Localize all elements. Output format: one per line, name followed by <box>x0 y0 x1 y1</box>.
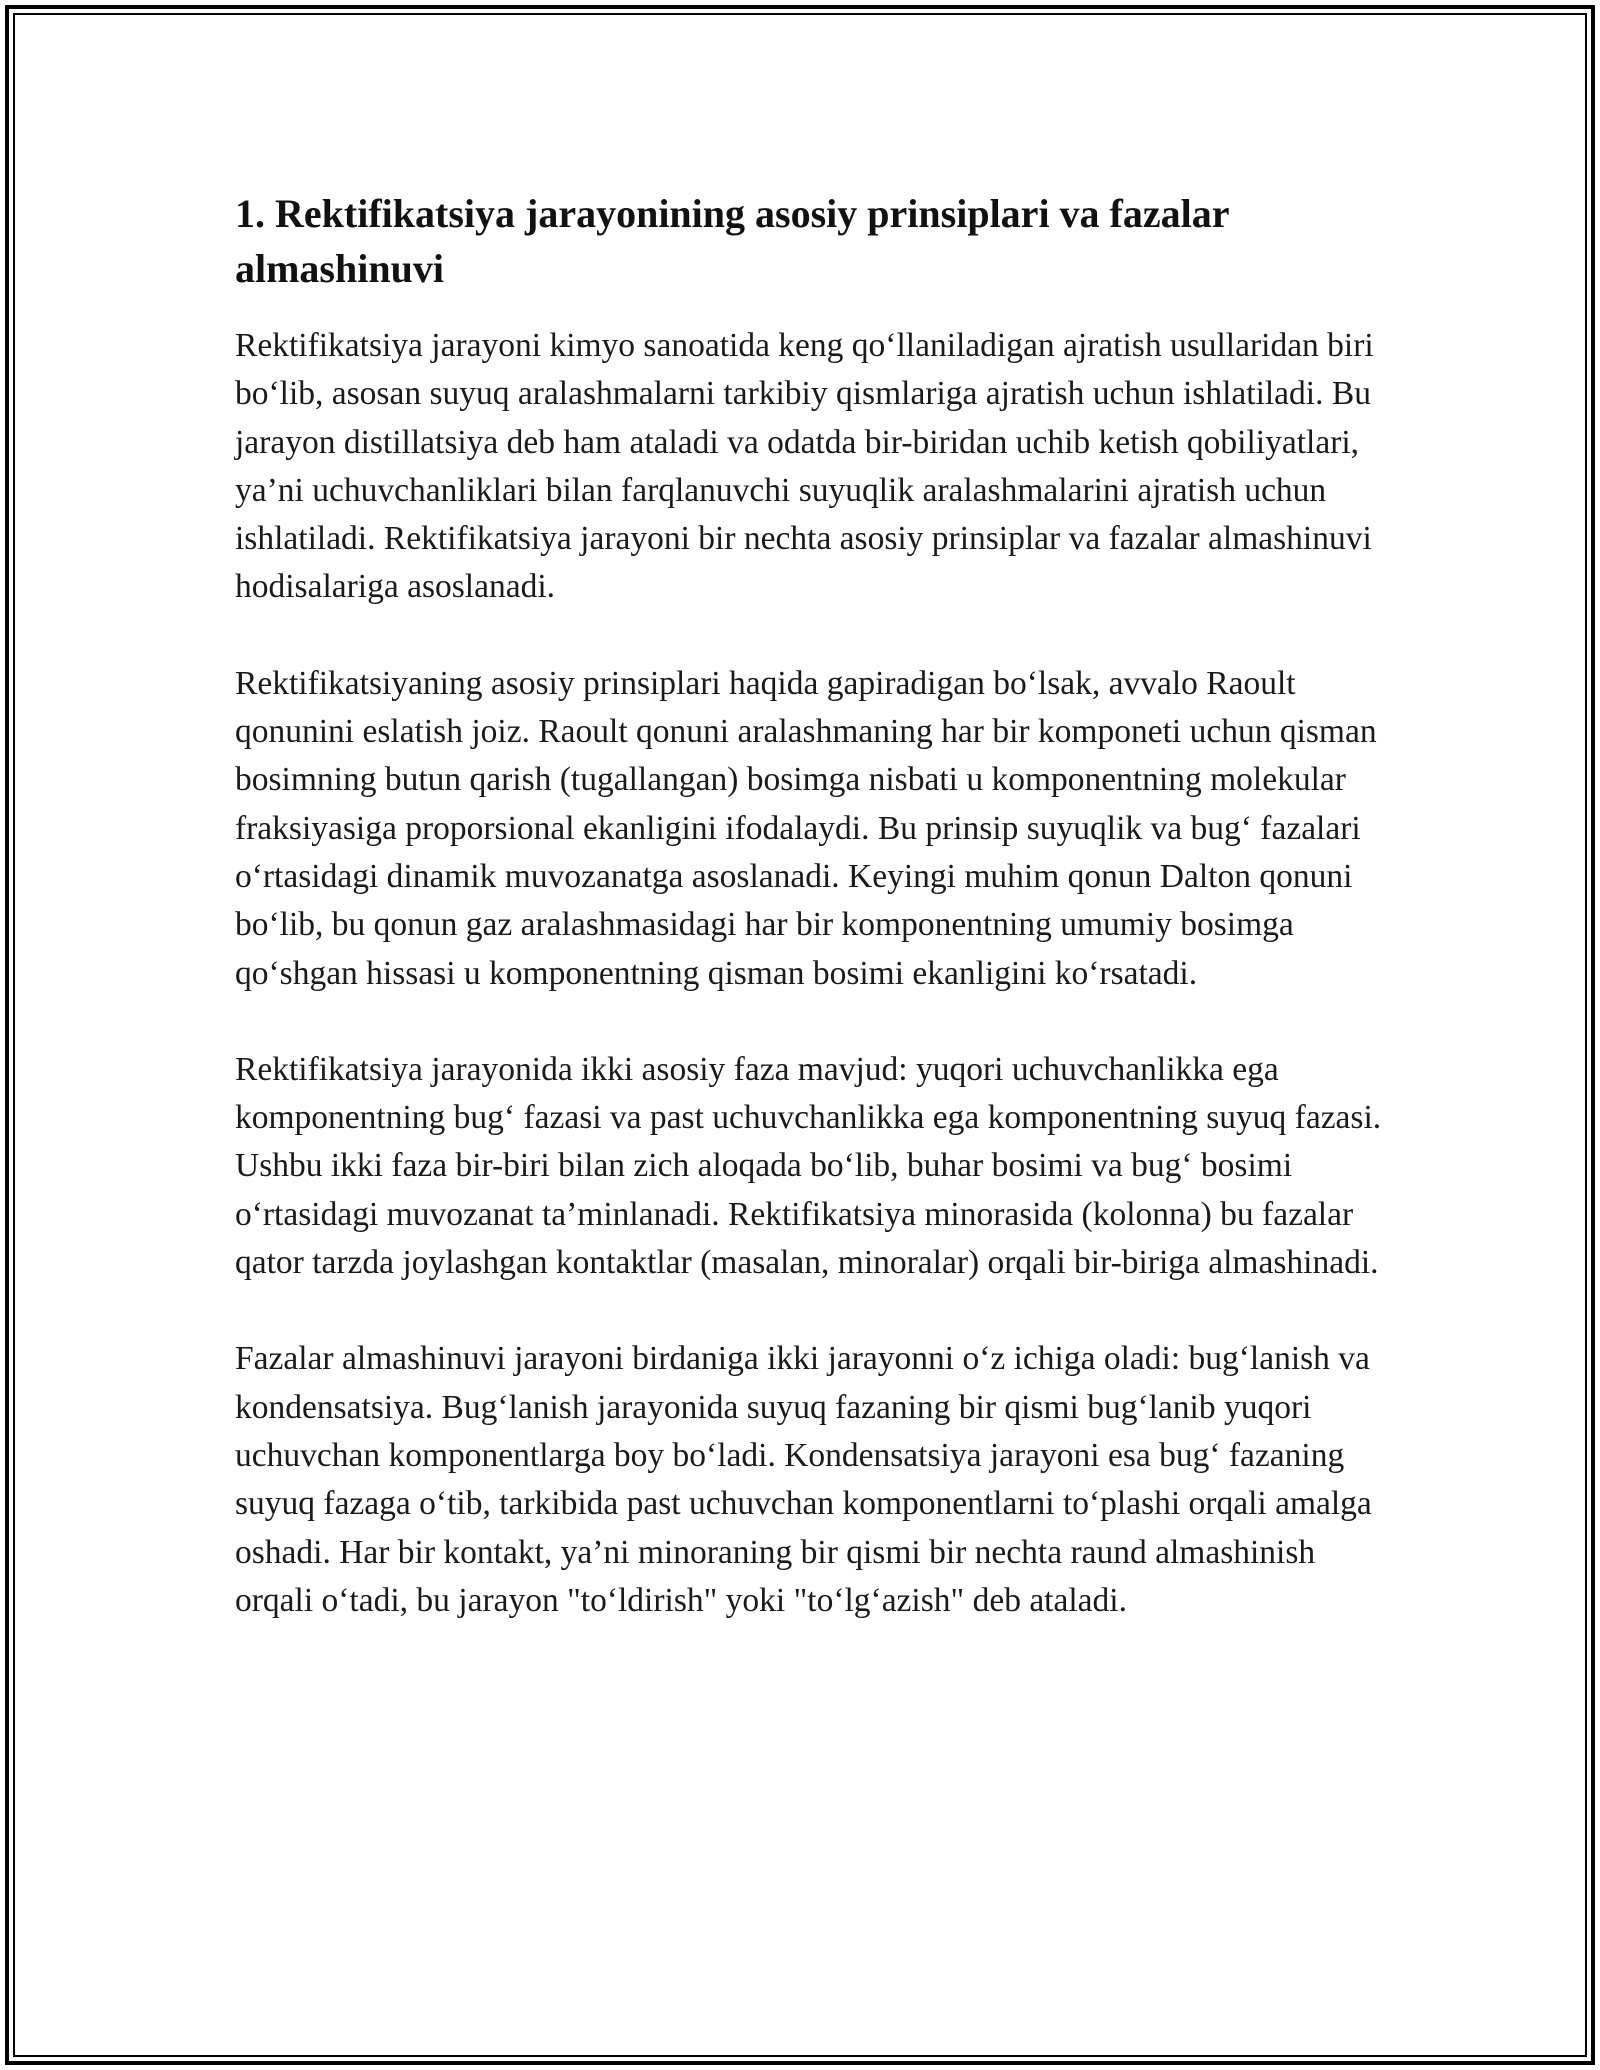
paragraph-intro: Rektifikatsiya jarayoni kimyo sanoatida keng qo‘llaniladigan ajratish usullaridan biri bo‘lib, asosan suyuq aralashmalarni tarkibiy qismlariga ajratish uchun ishlatiladi. Bu jarayon distillatsiya deb ham ataladi va odatda bir-biridan uchib ketish qobiliyatlari, ya’ni uchuvchanliklari bilan farqlanuvchi suyuqlik aralashmalarini ajratish uchun ishlatiladi. Rektifikatsiya jarayoni bir nechta asosiy prinsiplar va fazalar almashinuvi hodisalariga asoslanadi. <box>235 327 1374 606</box>
paragraph-phase-exchange: Fazalar almashinuvi jarayoni birdaniga ikki jarayonni o‘z ichiga oladi: bug‘lanish va kondensatsiya. Bug‘lanish jarayonida suyuq fazaning bir qismi bug‘lanib yuqori uchuvchan komponentlarga boy bo‘ladi. Kondensatsiya jarayoni esa bug‘ fazaning suyuq fazaga o‘tib, tarkibida past uchuvchan komponentlarni to‘plashi orqali amalga oshadi. Har bir kontakt, ya’ni minoraning bir qismi bir nechta raund almashinish orqali o‘tadi, bu jarayon "to‘ldirish" yoki "to‘lg‘azish" deb ataladi. <box>235 1340 1372 1619</box>
paragraph-principles: Rektifikatsiyaning asosiy prinsiplari haqida gapiradigan bo‘lsak, avvalo Raoult qonunini eslatish joiz. Raoult qonuni aralashmaning har bir komponeti uchun qisman bosimning butun qarish (tugallangan) bosimga nisbati u komponentning molekular fraksiyasiga proporsional ekanligini ifodalaydi. Bu prinsip suyuqlik va bug‘ fazalari o‘rtasidagi dinamik muvozanatga asoslanadi. Keyingi muhim qonun Dalton qonuni bo‘lib, bu qonun gaz aralashmasidagi har bir komponentning umumiy bosimga qo‘shgan hissasi u komponentning qisman bosimi ekanligini ko‘rsatadi. <box>235 664 1377 992</box>
paragraph-phases: Rektifikatsiya jarayonida ikki asosiy faza mavjud: yuqori uchuvchanlikka ega komponentning bug‘ fazasi va past uchuvchanlikka ega komponentning suyuq fazasi. Ushbu ikki faza bir-biri bilan zich aloqada bo‘lib, buhar bosimi va bug‘ bosimi o‘rtasidagi muvozanat ta’minlanadi. Rektifikatsiya minorasida (kolonna) bu fazalar qator tarzda joylashgan kontaktlar (masalan, minoralar) orqali bir-biriga almashinadi. <box>235 1050 1382 1282</box>
document-body <box>235 186 1385 1625</box>
section-heading: 1. Rektifikatsiya jarayonining asosiy prinsiplari va fazalar almashinuvi <box>235 191 1229 291</box>
